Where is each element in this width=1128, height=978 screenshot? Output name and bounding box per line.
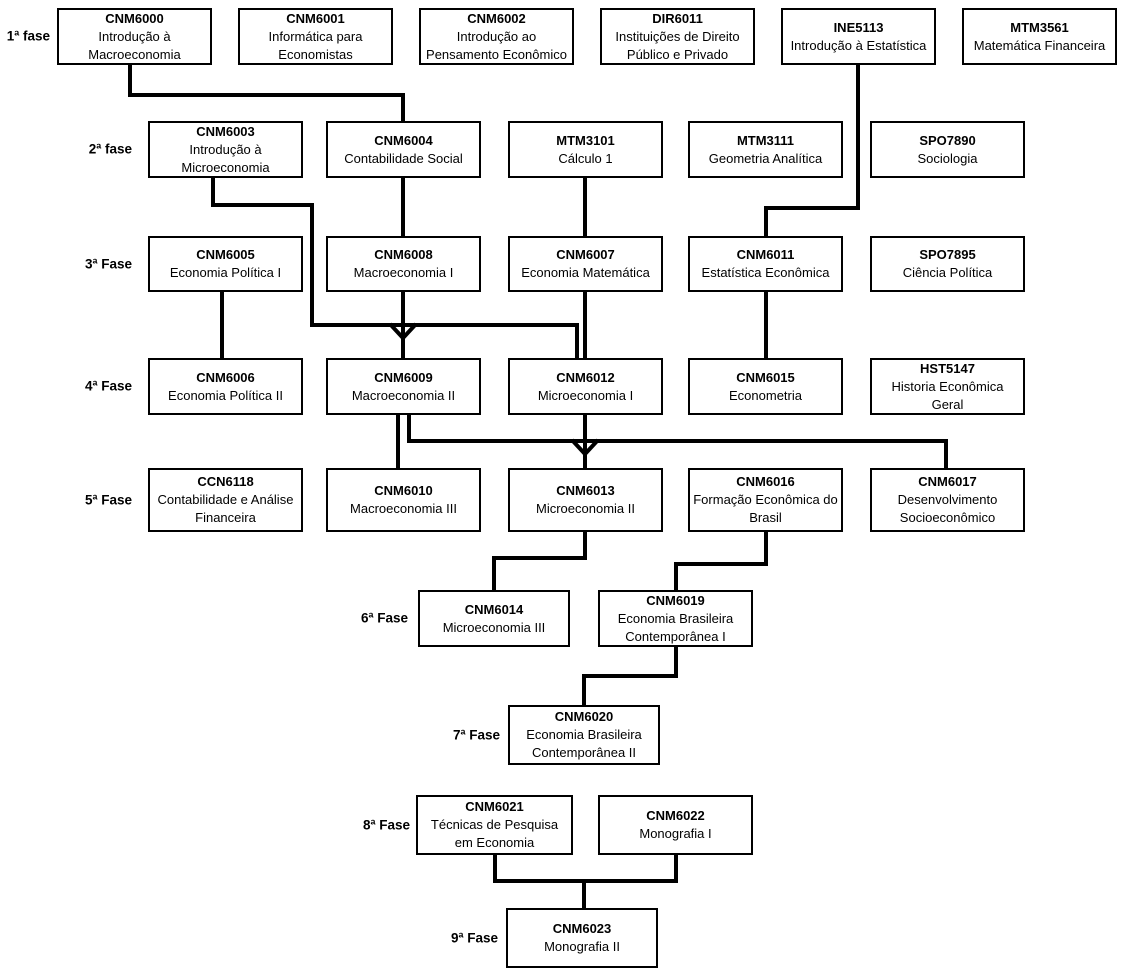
course-title: Matemática Financeira [973, 37, 1106, 53]
course-code: CNM6020 [554, 709, 614, 724]
edge-CNM6009-CNM6017 [409, 415, 946, 468]
course-title: Cálculo 1 [558, 150, 613, 166]
course-code: CNM6023 [552, 921, 612, 936]
course-code: CNM6002 [467, 10, 526, 26]
course-title: Economia Brasileira Contemporânea I [617, 610, 734, 644]
course-code: CNM6017 [918, 474, 977, 489]
course-box-CNM6012 [508, 358, 663, 415]
course-box-CNM6005 [148, 236, 303, 292]
course-box-CNM6020 [508, 705, 660, 765]
course-title: Historia Econômica Geral [891, 378, 1004, 412]
course-box-CNM6023 [506, 908, 658, 968]
course-title: Microeconomia III [442, 619, 546, 635]
edge-CNM6000-CNM6004 [130, 65, 403, 121]
course-code: SPO7890 [919, 132, 976, 148]
course-title: Sociologia [917, 150, 978, 166]
phase-label-3: 3ª Fase [84, 256, 132, 272]
course-title: Estatística Econômica [701, 265, 830, 280]
phase-label-6: 6ª Fase [360, 610, 408, 626]
course-box-CNM6019 [598, 590, 753, 647]
course-box-SPO7895 [870, 236, 1025, 292]
course-box-CNM6021 [416, 795, 573, 855]
course-title: Economia Brasileira Contemporânea II [526, 727, 642, 760]
course-title: Monografia II [544, 939, 620, 954]
course-code: CNM6010 [374, 483, 433, 498]
course-code: HST5147 [920, 360, 975, 376]
course-code: CNM6019 [646, 592, 705, 608]
course-code: CNM6011 [736, 247, 795, 262]
course-box-MTM3561 [962, 8, 1117, 65]
course-title: Economia Política I [169, 265, 282, 280]
edge-CNM6019-CNM6020 [584, 647, 676, 705]
phase-label-7: 7ª Fase [452, 727, 500, 743]
phase-label-8: 8ª Fase [362, 817, 410, 833]
course-box-CNM6013 [508, 468, 663, 532]
course-box-CNM6000 [57, 8, 212, 65]
phase-label-1: 1ª fase [6, 28, 50, 44]
course-title: Contabilidade e Análise Financeira [157, 492, 294, 525]
course-code: CNM6021 [465, 799, 524, 814]
course-title: Ciência Política [902, 265, 993, 280]
course-box-CNM6008 [326, 236, 481, 292]
course-title: Macroeconomia III [350, 501, 457, 516]
edge-CNM6016-CNM6019 [676, 532, 766, 590]
course-box-DIR6011 [600, 8, 755, 65]
course-title: Introdução à Macroeconomia [88, 28, 181, 62]
course-code: CNM6006 [196, 369, 255, 385]
course-title: Economia Matemática [521, 265, 650, 280]
course-code: CNM6000 [105, 10, 164, 26]
course-title: Monografia I [639, 826, 712, 841]
course-code: MTM3111 [736, 132, 795, 148]
course-code: MTM3101 [556, 132, 615, 148]
course-title: Formação Econômica do Brasil [693, 492, 838, 525]
phase-label-4: 4ª Fase [84, 378, 132, 394]
course-code: CNM6022 [646, 808, 705, 823]
course-box-CNM6007 [508, 236, 663, 292]
course-box-CNM6003 [148, 121, 303, 178]
course-code: CNM6014 [464, 601, 524, 617]
course-box-CNM6015 [688, 358, 843, 415]
course-code: DIR6011 [652, 10, 703, 26]
course-title: Geometria Analítica [708, 150, 823, 166]
course-box-CNM6004 [326, 121, 481, 178]
course-code: CNM6016 [736, 474, 795, 489]
course-box-SPO7890 [870, 121, 1025, 178]
course-box-CCN6118 [148, 468, 303, 532]
phase-label-5: 5ª Fase [84, 492, 132, 508]
course-box-CNM6010 [326, 468, 481, 532]
course-code: CNM6013 [556, 483, 615, 498]
course-title: Instituições de Direito Público e Privado [615, 28, 740, 62]
course-box-CNM6017 [870, 468, 1025, 532]
course-box-CNM6011 [688, 236, 843, 292]
edge-CNM6013-CNM6014 [494, 532, 585, 590]
course-box-CNM6014 [418, 590, 570, 647]
course-code: CNM6005 [196, 247, 255, 262]
course-code: CNM6003 [196, 123, 255, 139]
course-code: SPO7895 [919, 247, 976, 262]
course-title: Introdução ao Pensamento Econômico [426, 28, 567, 62]
phase-label-9: 9ª Fase [450, 930, 498, 946]
course-title: Economia Política II [168, 387, 283, 403]
course-code: CNM6001 [286, 10, 345, 26]
edge-CNM6021-CNM6022-merge [495, 855, 676, 881]
course-title: Informática para Economistas [268, 28, 363, 62]
course-title: Microeconomia II [536, 501, 635, 516]
course-code: CNM6009 [374, 369, 433, 385]
course-title: Introdução à Microeconomia [181, 141, 270, 175]
course-title: Técnicas de Pesquisa em Economia [430, 817, 559, 850]
course-box-CNM6006 [148, 358, 303, 415]
course-title: Desenvolvimento Socioeconômico [897, 492, 998, 525]
course-code: MTM3561 [1010, 19, 1069, 35]
course-title: Macroeconomia II [351, 387, 456, 403]
course-code: CCN6118 [197, 474, 254, 489]
course-code: CNM6004 [374, 132, 433, 148]
course-code: CNM6007 [556, 247, 615, 262]
course-code: CNM6012 [556, 369, 615, 385]
course-box-MTM3101 [508, 121, 663, 178]
course-box-CNM6022 [598, 795, 753, 855]
course-box-MTM3111 [688, 121, 843, 178]
course-title: Macroeconomia I [353, 265, 454, 280]
course-box-CNM6002 [419, 8, 574, 65]
course-code: CNM6008 [374, 247, 433, 262]
course-box-INE5113 [781, 8, 936, 65]
phase-label-2: 2ª fase [88, 141, 132, 157]
course-title: Econometria [729, 387, 802, 403]
course-box-CNM6016 [688, 468, 843, 532]
course-title: Contabilidade Social [344, 150, 463, 166]
course-code: CNM6015 [736, 369, 795, 385]
course-title: Microeconomia I [537, 387, 634, 403]
course-box-CNM6009 [326, 358, 481, 415]
course-box-CNM6001 [238, 8, 393, 65]
course-title: Introdução à Estatística [790, 37, 927, 53]
course-box-HST5147 [870, 358, 1025, 415]
course-code: INE5113 [833, 19, 884, 35]
